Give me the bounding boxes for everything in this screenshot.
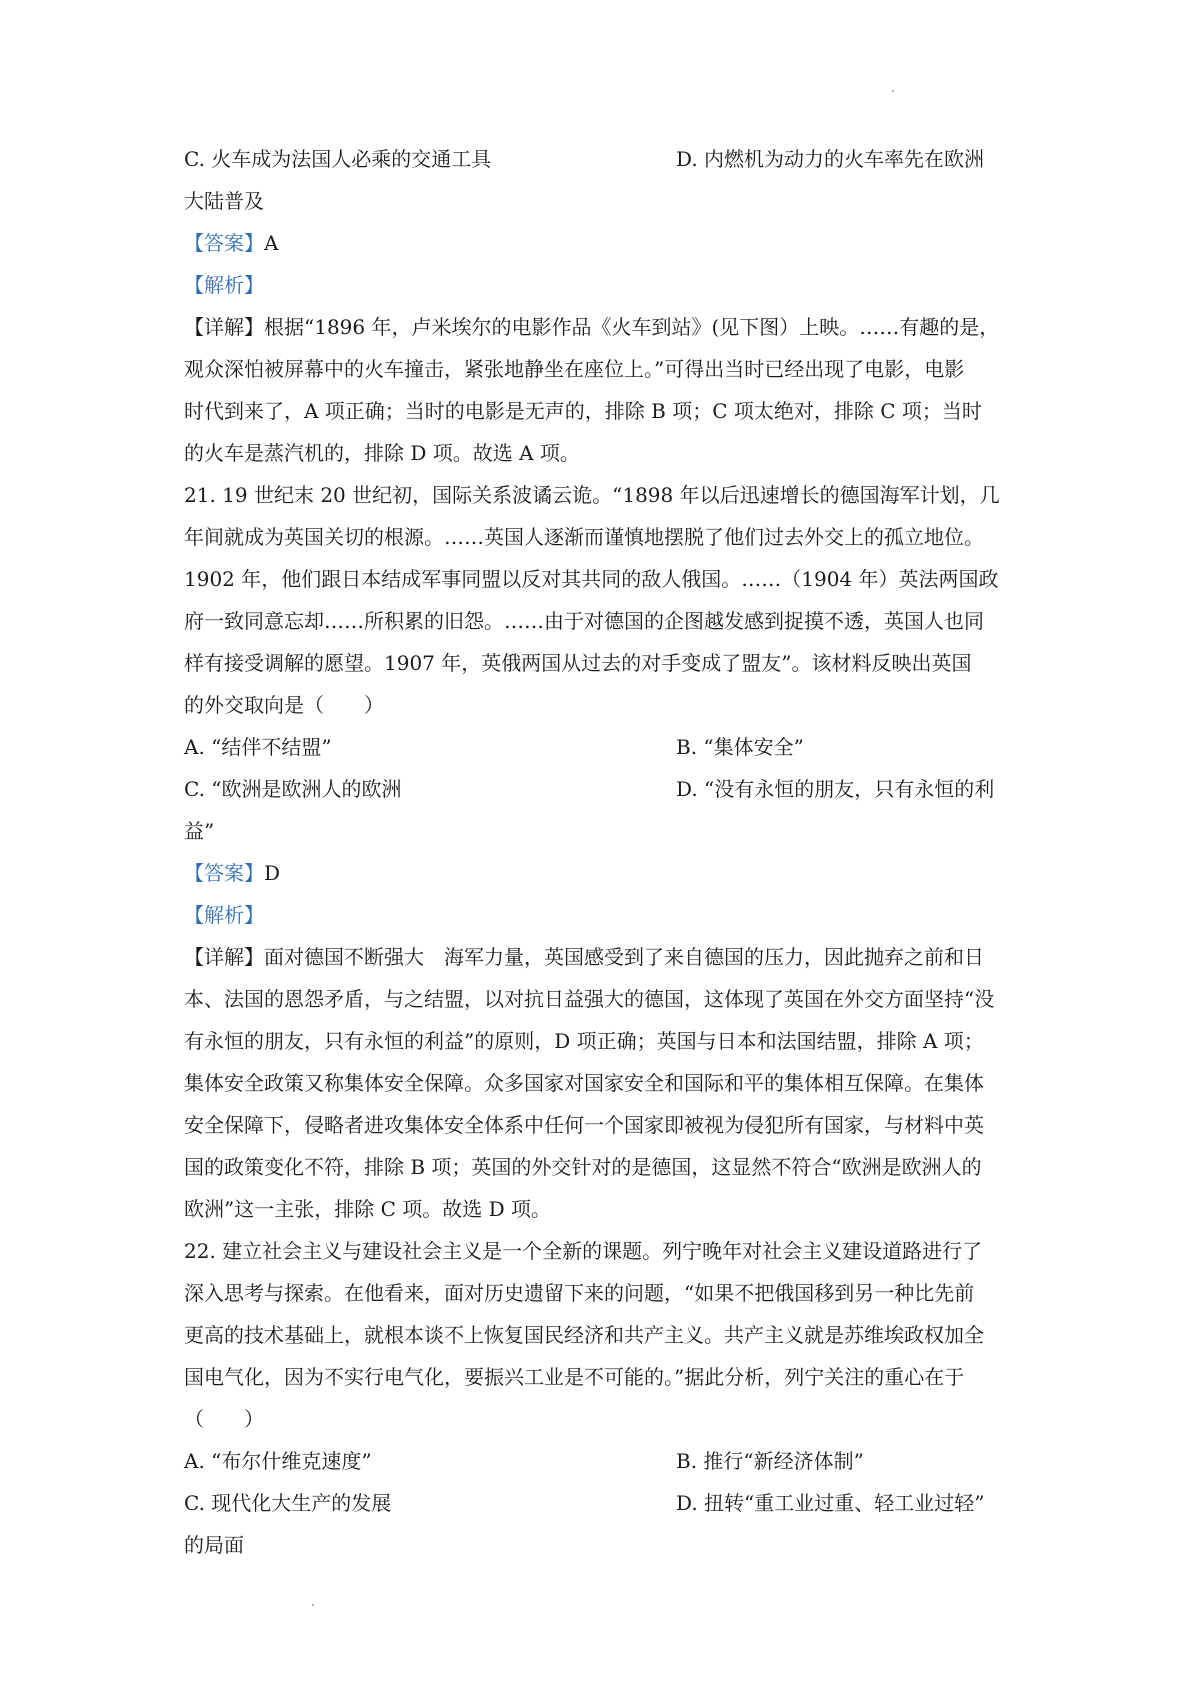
- q21-option-d: D. “没有永恒的朋友，只有永恒的利: [676, 777, 995, 801]
- scan-speck: [892, 90, 894, 92]
- detail-tag: 【详解】: [184, 945, 264, 969]
- q21-detail-line-1: [184, 936, 1024, 978]
- answer-tag: 【答案】: [184, 861, 264, 885]
- q21-stem-line-6: 的外交取向是（ ）: [184, 693, 384, 717]
- q21-option-a: A. “结伴不结盟”: [184, 735, 332, 759]
- q21-detail-line-5: 安全保障下，侵略者进攻集体安全体系中任何一个国家即被视为侵犯所有国家，与材料中英: [184, 1113, 984, 1137]
- page-content: [184, 138, 1024, 1566]
- q21-option-d-continued: 益”: [184, 819, 215, 843]
- q20-detail-line-3: 时代到来了，A 项正确；当时的电影是无声的，排除 B 项；C 项太绝对，排除 C 项；当时: [184, 399, 982, 423]
- q21-detail-line-3: 有永恒的朋友，只有永恒的利益”的原则，D 项正确；英国与日本和法国结盟，排除 A 项；: [184, 1029, 984, 1053]
- q21-detail-line-2: 本、法国的恩怨矛盾，与之结盟，以对抗日益强大的德国，这体现了英国在外交方面坚持“没: [184, 987, 995, 1011]
- answer-value: D: [264, 861, 281, 885]
- q22-option-a: A. “布尔什维克速度”: [184, 1449, 372, 1473]
- detail-text: 面对德国不断强大 海军力量，英国感受到了来自德国的压力，因此抛弃之前和日: [264, 945, 984, 969]
- q20-options-cd: [184, 138, 1024, 180]
- q22-option-c: C. 现代化大生产的发展: [184, 1491, 392, 1515]
- q22-option-b: B. 推行“新经济体制”: [676, 1449, 864, 1473]
- q21-options-ab: [184, 726, 1024, 768]
- q22-option-d-continued: 的局面: [184, 1533, 244, 1557]
- q20-detail-line-2: 观众深怕被屏幕中的火车撞击，紧张地静坐在座位上。”可得出当时已经出现了电影，电影: [184, 357, 965, 381]
- q21-stem-line-1: 21. 19 世纪末 20 世纪初，国际关系波谲云诡。“1898 年以后迅速增长的德国海军计划，几: [184, 483, 1000, 507]
- q20-analysis-tag: 【解析】: [184, 273, 264, 297]
- q22-stem-line-3: 更高的技术基础上，就根本谈不上恢复国民经济和共产主义。共产主义就是苏维埃政权加全: [184, 1323, 984, 1347]
- q21-detail-line-6: 国的政策变化不符，排除 B 项；英国的外交针对的是德国，这显然不符合“欧洲是欧洲人的: [184, 1155, 982, 1179]
- q21-stem-line-4: 府一致同意忘却……所积累的旧怨。……由于对德国的企图越发感到捉摸不透，英国人也同: [184, 609, 984, 633]
- q20-detail-line-1: [184, 306, 1024, 348]
- q22-stem-line-5: （ ）: [184, 1407, 264, 1431]
- detail-tag: 【详解】: [184, 315, 264, 339]
- q22-options-cd: [184, 1482, 1024, 1524]
- q20-option-d-continued: 大陆普及: [184, 189, 264, 213]
- q21-stem-line-3: 1902 年，他们跟日本结成军事同盟以反对其共同的敌人俄国。……（1904 年）英法两国政: [184, 567, 999, 591]
- q22-options-ab: [184, 1440, 1024, 1482]
- q21-answer: [184, 852, 1024, 894]
- q21-detail-line-4: 集体安全政策又称集体安全保障。众多国家对国家安全和国际和平的集体相互保障。在集体: [184, 1071, 984, 1095]
- q21-stem-line-5: 样有接受调解的愿望。1907 年，英俄两国从过去的对手变成了盟友”。该材料反映出英国: [184, 651, 972, 675]
- q21-option-c: C. “欧洲是欧洲人的欧洲: [184, 777, 402, 801]
- q21-stem-line-2: 年间就成为英国关切的根源。……英国人逐渐而谨慎地摆脱了他们过去外交上的孤立地位。: [184, 525, 984, 549]
- q22-option-d: D. 扭转“重工业过重、轻工业过轻”: [676, 1491, 985, 1515]
- q21-option-b: B. “集体安全”: [676, 735, 804, 759]
- q21-analysis-tag: 【解析】: [184, 903, 264, 927]
- q21-detail-line-7: 欧洲”这一主张，排除 C 项。故选 D 项。: [184, 1197, 551, 1221]
- detail-text: 根据“1896 年，卢米埃尔的电影作品《火车到站》(见下图）上映。……有趣的是，: [264, 315, 1000, 339]
- scan-speck: [312, 1604, 314, 1606]
- q22-stem-line-2: 深入思考与探索。在他看来，面对历史遗留下来的问题，“如果不把俄国移到另一种比先前: [184, 1281, 975, 1305]
- q20-answer: [184, 222, 1024, 264]
- q22-stem-line-4: 国电气化，因为不实行电气化，要振兴工业是不可能的。”据此分析，列宁关注的重心在于: [184, 1365, 965, 1389]
- answer-value: A: [264, 231, 279, 255]
- answer-tag: 【答案】: [184, 231, 264, 255]
- q21-options-cd: [184, 768, 1024, 810]
- q20-option-c: C. 火车成为法国人必乘的交通工具: [184, 147, 492, 171]
- q20-option-d: D. 内燃机为动力的火车率先在欧洲: [676, 147, 985, 171]
- q20-detail-line-4: 的火车是蒸汽机的，排除 D 项。故选 A 项。: [184, 441, 580, 465]
- q22-stem-line-1: 22. 建立社会主义与建设社会主义是一个全新的课题。列宁晚年对社会主义建设道路进行了: [184, 1239, 983, 1263]
